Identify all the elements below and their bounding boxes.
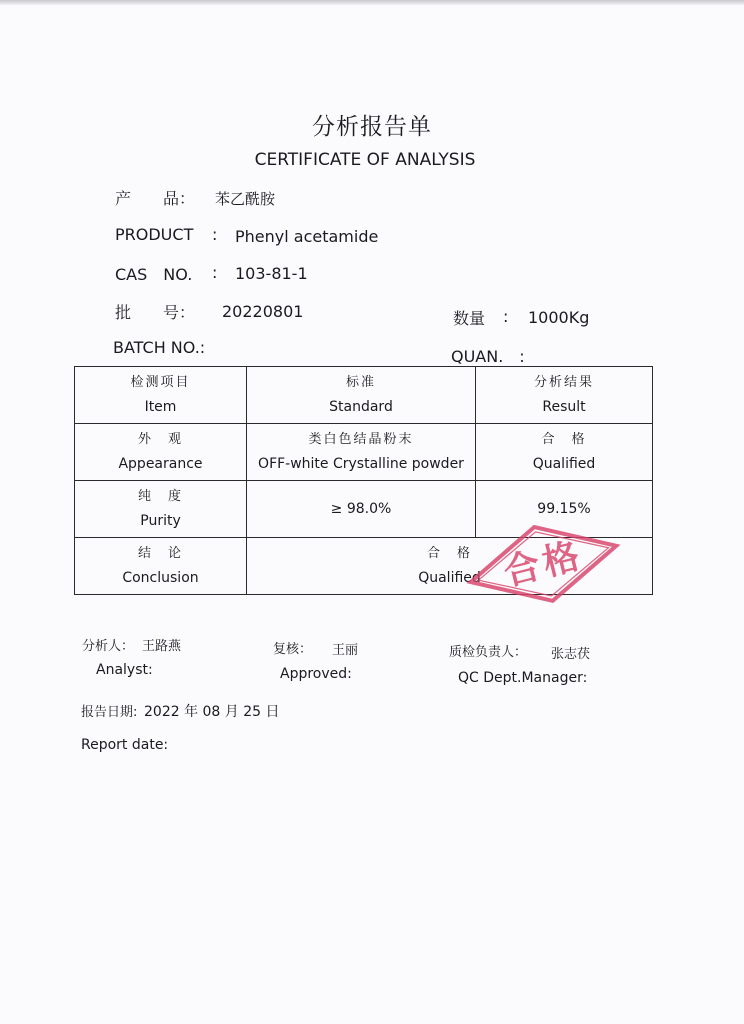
cas-label: CAS NO. xyxy=(115,265,193,284)
header-result xyxy=(476,367,653,424)
product-en-sep: : xyxy=(212,225,218,244)
appearance-result-cell xyxy=(476,424,653,481)
quantity-cn-label: 数量 xyxy=(453,309,486,328)
appearance-standard-cn: 类白色结晶粉末 xyxy=(308,432,414,447)
header-result-cn: 分析结果 xyxy=(533,375,594,390)
purity-standard-cell xyxy=(247,481,476,538)
conclusion-value-en: Qualified xyxy=(418,570,481,586)
header-result-en: Result xyxy=(542,399,586,415)
table-row xyxy=(75,538,653,595)
batch-value: 20220801 xyxy=(222,302,304,321)
conclusion-value-cell xyxy=(247,538,653,595)
batch-cn-label: 批 号： xyxy=(115,303,196,322)
purity-item-cell xyxy=(75,481,247,538)
analyst-cn-label: 分析人： xyxy=(82,639,135,654)
appearance-item-cell xyxy=(75,424,247,481)
quantity-en-label: QUAN. : xyxy=(451,347,525,366)
purity-result-cell xyxy=(476,481,653,538)
appearance-standard-cell xyxy=(247,424,476,481)
analysis-table xyxy=(74,366,653,595)
header-standard-cn: 标准 xyxy=(345,375,376,390)
purity-standard-en: ≥ 98.0% xyxy=(330,501,392,517)
analyst-en-label: Analyst: xyxy=(96,662,153,678)
table-row xyxy=(75,481,653,538)
appearance-standard-en: OFF-white Crystalline powder xyxy=(258,456,464,472)
approved-cn-label: 复核： xyxy=(273,642,313,657)
appearance-item-cn: 外 观 xyxy=(137,432,183,447)
report-date-en-label: Report date: xyxy=(81,737,169,753)
appearance-item-en: Appearance xyxy=(118,456,203,472)
product-en-value: Phenyl acetamide xyxy=(235,227,379,246)
qc-cn-label: 质检负责人： xyxy=(449,645,528,660)
header-item-en: Item xyxy=(144,399,177,415)
approved-name: 王丽 xyxy=(332,643,359,658)
conclusion-label-en: Conclusion xyxy=(122,570,199,586)
header-standard-en: Standard xyxy=(329,399,393,415)
table-header-row xyxy=(75,367,653,424)
qc-en-label: QC Dept.Manager: xyxy=(458,670,588,686)
quantity-value: 1000Kg xyxy=(528,308,590,327)
purity-item-cn: 纯 度 xyxy=(137,489,183,504)
quantity-sep: : xyxy=(503,307,509,326)
cas-sep: : xyxy=(212,263,218,282)
product-cn-value: 苯乙酰胺 xyxy=(215,190,276,208)
appearance-result-en: Qualified xyxy=(532,456,596,472)
cas-value: 103-81-1 xyxy=(235,264,308,283)
appearance-result-cn: 合 格 xyxy=(541,432,587,447)
header-item xyxy=(75,367,247,424)
qc-name: 张志茯 xyxy=(551,647,591,662)
purity-result-en: 99.15% xyxy=(537,501,591,517)
product-en-label: PRODUCT xyxy=(115,225,194,244)
table-row xyxy=(75,424,653,481)
conclusion-label-cn: 结 论 xyxy=(137,546,183,561)
title-chinese: 分析报告单 xyxy=(312,114,432,140)
batch-en-label: BATCH NO.: xyxy=(113,338,206,357)
purity-item-en: Purity xyxy=(140,513,181,529)
report-date-cn-label: 报告日期: xyxy=(81,705,138,720)
title-english: CERTIFICATE OF ANALYSIS xyxy=(254,150,476,170)
report-date-value: 2022 年 08 月 25 日 xyxy=(144,704,280,720)
conclusion-value-cn: 合 格 xyxy=(426,546,472,561)
product-cn-label: 产 品： xyxy=(115,189,196,208)
page-top-edge xyxy=(0,0,744,5)
header-item-cn: 检测项目 xyxy=(130,375,191,390)
stamp-text: 合格 xyxy=(499,534,588,594)
header-standard xyxy=(247,367,476,424)
analyst-name: 王路燕 xyxy=(142,639,182,654)
conclusion-label-cell xyxy=(75,538,247,595)
approved-en-label: Approved: xyxy=(280,666,352,682)
